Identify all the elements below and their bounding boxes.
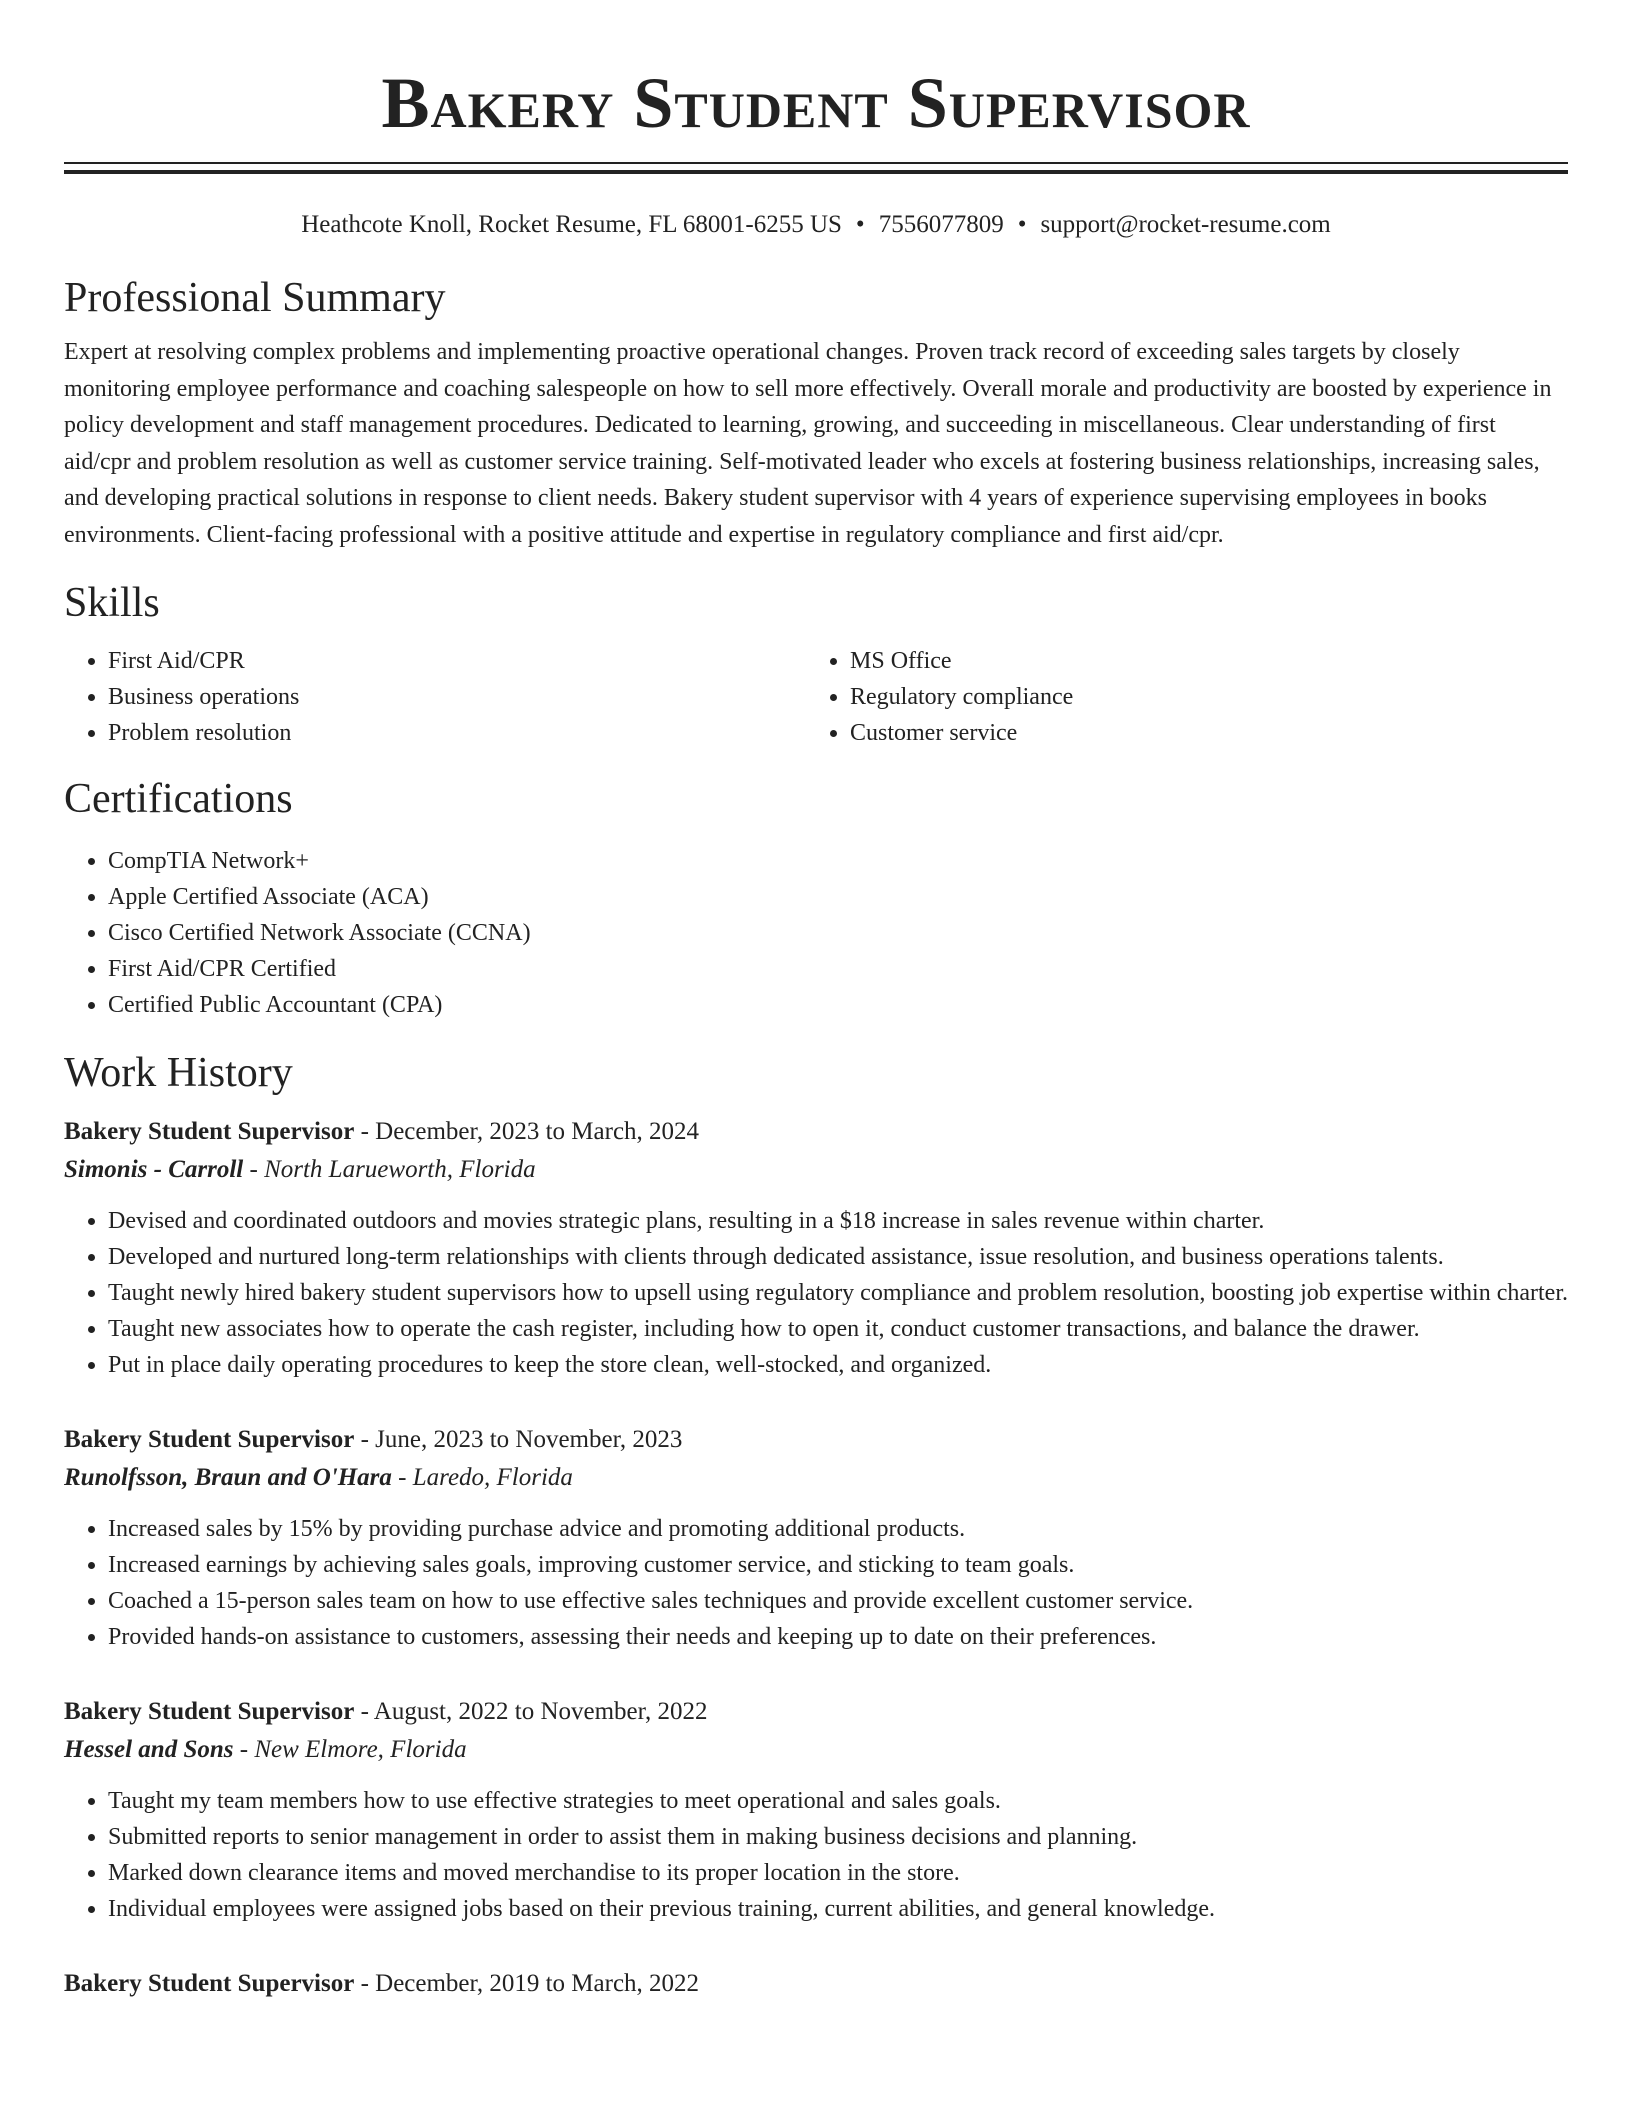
skills-section: [64, 577, 1568, 751]
job-duty-item: • Developed and nurtured long-term relationships with clients through dedicated assistance, issue resolution, and business operations talents.: [108, 1239, 1568, 1275]
skills-grid: [64, 643, 1568, 751]
skills-column-left: [64, 643, 806, 751]
job-duty-item: • Increased earnings by achieving sales goals, improving customer service, and sticking to team goals.: [108, 1547, 1568, 1583]
contact-address: Heathcote Knoll, Rocket Resume, FL 68001-6255 US: [301, 211, 842, 238]
job-company-line: [64, 1731, 1568, 1769]
summary-heading: Professional Summary: [64, 275, 446, 321]
job-dash: -: [354, 1698, 374, 1725]
skill-item: • Business operations: [108, 679, 806, 715]
job-duty-item: • Submitted reports to senior management in order to assist them in making business decisions and planning.: [108, 1819, 1568, 1855]
contact-separator: •: [1017, 211, 1027, 238]
certifications-heading: Certifications: [64, 776, 293, 822]
skill-item: • Problem resolution: [108, 715, 806, 751]
job-title-line: [64, 1113, 1568, 1151]
certifications-list: [64, 843, 1568, 1023]
job-title-line: [64, 1421, 1568, 1459]
certification-item: • First Aid/CPR Certified: [108, 951, 1568, 987]
skills-list-right: [806, 643, 1548, 751]
job-company-line: [64, 1459, 1568, 1497]
job-duty-item: • Individual employees were assigned jobs based on their previous training, current abilities, and general knowledge.: [108, 1891, 1568, 1927]
job-dash: -: [354, 1118, 376, 1145]
contact-email: support@rocket-resume.com: [1040, 211, 1331, 238]
job-company-line: [64, 1151, 1568, 1189]
job-title: Bakery Student Supervisor: [64, 1118, 355, 1145]
job-duty-item: • Taught my team members how to use effective strategies to meet operational and sales goals.: [108, 1783, 1568, 1819]
job-duty-item: • Devised and coordinated outdoors and movies strategic plans, resulting in a $18 increase in sales revenue within charter.: [108, 1203, 1568, 1239]
job-dash: -: [354, 1970, 376, 1997]
job-title-line: [64, 1693, 1568, 1731]
job-entry: [64, 1113, 1568, 1383]
job-duties-list: [64, 1203, 1568, 1383]
resume-name: Bakery Student Supervisor: [381, 63, 1251, 143]
job-title: Bakery Student Supervisor: [64, 1970, 355, 1997]
job-entry: [64, 1965, 1568, 2003]
contact-line: [64, 208, 1568, 242]
job-dates: August, 2022 to November, 2022: [373, 1698, 708, 1725]
job-duty-item: • Marked down clearance items and moved merchandise to its proper location in the store.: [108, 1855, 1568, 1891]
job-title: Bakery Student Supervisor: [64, 1698, 355, 1725]
skills-column-right: [806, 643, 1548, 751]
header-rule-thick: [64, 170, 1568, 174]
skill-item: • Customer service: [850, 715, 1548, 751]
job-duty-item: • Provided hands-on assistance to customers, assessing their needs and keeping up to date on their preferences.: [108, 1619, 1568, 1655]
skills-list-left: [64, 643, 806, 751]
job-location: Laredo, Florida: [412, 1464, 573, 1491]
skills-heading: Skills: [64, 580, 160, 626]
contact-phone: 7556077809: [878, 211, 1004, 238]
skill-item: • Regulatory compliance: [850, 679, 1548, 715]
skill-item: • First Aid/CPR: [108, 643, 806, 679]
job-dash: -: [243, 1156, 265, 1183]
resume-page: [64, 0, 1568, 2003]
certification-item: • Certified Public Accountant (CPA): [108, 987, 1568, 1023]
job-dates: December, 2019 to March, 2022: [375, 1970, 700, 1997]
job-entry: [64, 1421, 1568, 1655]
work-history-section: [64, 1047, 1568, 2003]
job-duty-item: • Taught newly hired bakery student supervisors how to upsell using regulatory compliance and problem resolution, boosting job expertise within charter.: [108, 1275, 1568, 1311]
contact-separator: •: [855, 211, 865, 238]
job-company: Runolfsson, Braun and O'Hara: [64, 1464, 392, 1491]
job-company: Hessel and Sons: [64, 1736, 234, 1763]
certification-item: • CompTIA Network+: [108, 843, 1568, 879]
job-duty-item: • Taught new associates how to operate the cash register, including how to open it, conduct customer transactions, and balance the drawer.: [108, 1311, 1568, 1347]
job-location: New Elmore, Florida: [254, 1736, 467, 1763]
skill-item: • MS Office: [850, 643, 1548, 679]
job-title-line: [64, 1965, 1568, 2003]
certification-item: • Cisco Certified Network Associate (CCNA): [108, 915, 1568, 951]
job-location: North Larueworth, Florida: [264, 1156, 536, 1183]
job-duty-item: • Put in place daily operating procedures to keep the store clean, well-stocked, and organized.: [108, 1347, 1568, 1383]
job-dates: June, 2023 to November, 2023: [375, 1426, 683, 1453]
job-dates: December, 2023 to March, 2024: [375, 1118, 700, 1145]
job-duties-list: [64, 1783, 1568, 1927]
job-dash: -: [354, 1426, 376, 1453]
job-company: Simonis - Carroll: [64, 1156, 244, 1183]
job-duty-item: • Coached a 15-person sales team on how to use effective sales techniques and provide excellent customer service.: [108, 1583, 1568, 1619]
summary-section: [64, 272, 1568, 553]
job-dash: -: [233, 1736, 255, 1763]
job-title: Bakery Student Supervisor: [64, 1426, 355, 1453]
job-duty-item: • Increased sales by 15% by providing purchase advice and promoting additional products.: [108, 1511, 1568, 1547]
certifications-section: [64, 773, 1568, 1023]
header-rule-thin: [64, 162, 1568, 164]
job-dash: -: [391, 1464, 413, 1491]
job-entry: [64, 1693, 1568, 1927]
job-duties-list: [64, 1511, 1568, 1655]
work-history-heading: Work History: [64, 1050, 293, 1096]
certification-item: • Apple Certified Associate (ACA): [108, 879, 1568, 915]
summary-text: Expert at resolving complex problems and implementing proactive operational changes. Proven track record of exceeding sales targets by closely monitoring employee performance and coaching salespeople on how to sell more effectively. Overall morale and productivity are boosted by experience in policy development and staff management procedures. Dedicated to learning, growing, and succeeding in miscellaneous. Clear understanding of first aid/cpr and problem resolution as well as customer service training. Self-motivated leader who excels at fostering business relationships, increasing sales, and developing practical solutions in response to client needs. Bakery student supervisor with 4 years of experience supervising employees in books environments. Client-facing professional with a positive attitude and expertise in regulatory compliance and first aid/cpr.: [64, 339, 1552, 548]
